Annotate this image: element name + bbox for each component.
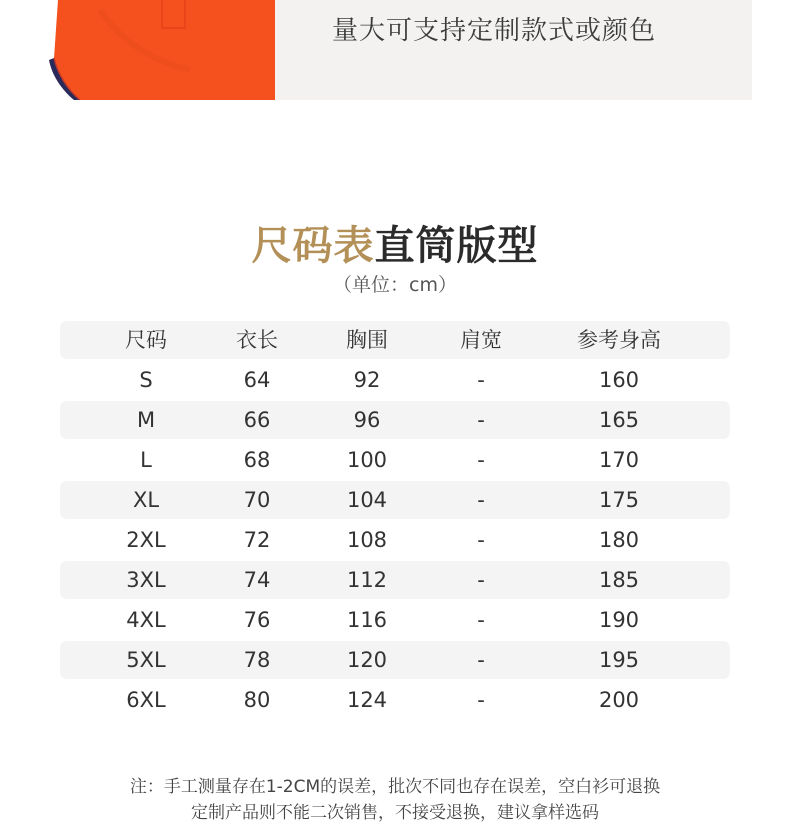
shoulder-cell: -	[477, 648, 485, 672]
table-row	[60, 681, 730, 719]
chest-cell: 108	[346, 528, 388, 552]
header-size: 尺码	[125, 328, 167, 352]
height-cell: 190	[598, 608, 640, 632]
shoulder-cell: -	[477, 528, 485, 552]
length-cell: 72	[243, 528, 271, 552]
chest-cell: 92	[353, 368, 381, 392]
table-row	[60, 561, 730, 599]
header-shoulder: 肩宽	[460, 328, 502, 352]
size-cell: 6XL	[126, 688, 166, 712]
height-cell: 195	[598, 648, 640, 672]
length-cell: 78	[243, 648, 271, 672]
table-row	[60, 601, 730, 639]
length-cell: 76	[243, 608, 271, 632]
length-cell: 70	[243, 488, 271, 512]
shoulder-cell: -	[477, 688, 485, 712]
table-row	[60, 361, 730, 399]
header-height: 参考身高	[577, 328, 661, 352]
size-cell: 2XL	[126, 528, 166, 552]
orange-polo-shirt-image	[40, 0, 275, 100]
chest-cell: 120	[346, 648, 388, 672]
header-chest: 胸围	[346, 328, 388, 352]
table-row	[60, 641, 730, 679]
height-cell: 180	[598, 528, 640, 552]
unit-note: （单位：cm）	[333, 274, 457, 296]
size-cell: 4XL	[126, 608, 166, 632]
chest-cell: 100	[346, 448, 388, 472]
chest-cell: 124	[346, 688, 388, 712]
size-cell: L	[140, 448, 152, 472]
size-cell: XL	[132, 488, 160, 512]
size-cell: 3XL	[126, 568, 166, 592]
height-cell: 185	[598, 568, 640, 592]
header-length: 衣长	[236, 328, 278, 352]
size-table	[60, 321, 730, 721]
length-cell: 80	[243, 688, 271, 712]
top-banner	[40, 0, 752, 100]
return-policy-note: 定制产品则不能二次销售，不接受退换，建议拿样选码	[191, 803, 599, 823]
length-cell: 74	[243, 568, 271, 592]
product-image	[40, 0, 275, 100]
height-cell: 160	[598, 368, 640, 392]
height-cell: 175	[598, 488, 640, 512]
table-row	[60, 441, 730, 479]
length-cell: 64	[243, 368, 271, 392]
shoulder-cell: -	[477, 368, 485, 392]
chest-cell: 104	[346, 488, 388, 512]
shoulder-cell: -	[477, 448, 485, 472]
table-header	[60, 321, 730, 359]
chest-cell: 112	[346, 568, 388, 592]
page-title	[0, 214, 790, 271]
chest-cell: 116	[346, 608, 388, 632]
length-cell: 68	[243, 448, 271, 472]
title-highlight: 尺码表	[251, 223, 375, 269]
size-cell: S	[139, 368, 153, 392]
shoulder-cell: -	[477, 608, 485, 632]
chest-cell: 96	[353, 408, 381, 432]
title-rest: 直筒版型	[374, 223, 539, 269]
table-row	[60, 521, 730, 559]
measurement-note: 注：手工测量存在1-2CM的误差，批次不同也存在误差，空白衫可退换	[129, 777, 661, 797]
size-cell: 5XL	[126, 648, 166, 672]
customization-note: 量大可支持定制款式或颜色	[332, 16, 657, 46]
shoulder-cell: -	[477, 408, 485, 432]
shoulder-cell: -	[477, 568, 485, 592]
height-cell: 165	[598, 408, 640, 432]
table-row	[60, 481, 730, 519]
height-cell: 200	[598, 688, 640, 712]
shoulder-cell: -	[477, 488, 485, 512]
height-cell: 170	[598, 448, 640, 472]
length-cell: 66	[243, 408, 271, 432]
size-cell: M	[136, 408, 156, 432]
table-row	[60, 401, 730, 439]
